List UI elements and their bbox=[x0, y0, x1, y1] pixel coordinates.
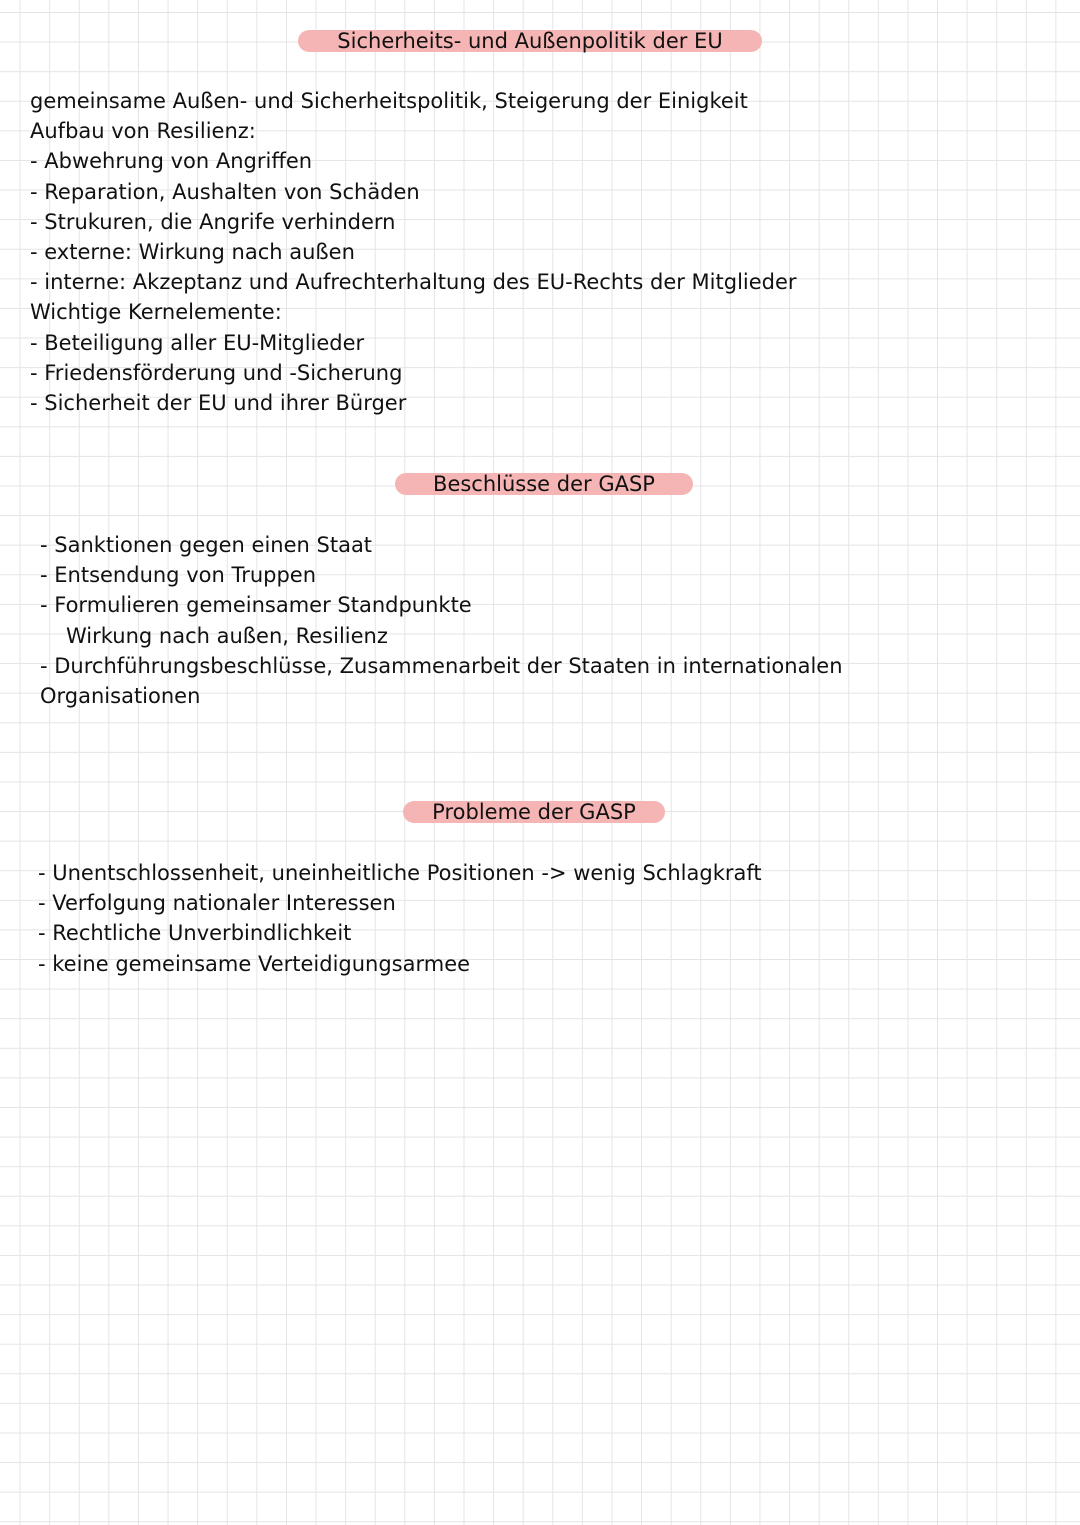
text-line: - Abwehrung von Angriffen bbox=[30, 149, 313, 174]
section-heading-decisions: Beschlüsse der GASP bbox=[395, 473, 693, 495]
text-line: - Sanktionen gegen einen Staat bbox=[40, 533, 373, 557]
text-line: - keine gemeinsame Verteidigungsarmee bbox=[38, 951, 471, 976]
text-line: - Entsendung von Truppen bbox=[40, 563, 317, 588]
text-line: - Verfolgung nationaler Interessen bbox=[38, 891, 396, 916]
text-line: - Rechtliche Unverbindlichkeit bbox=[38, 921, 352, 946]
text-line: Organisationen bbox=[40, 683, 201, 708]
text-line: - Beteiligung aller EU-Mitglieder bbox=[30, 330, 365, 355]
text-line: Wirkung nach außen, Resilienz bbox=[66, 623, 388, 648]
text-line: - Friedensförderung und -Sicherung bbox=[30, 360, 403, 385]
text-line: - interne: Akzeptanz und Aufrechterhaltung des EU-Rechts der Mitglieder bbox=[30, 270, 797, 295]
text-line: - Unentschlossenheit, uneinheitliche Positionen -> wenig Schlagkraft bbox=[38, 861, 762, 885]
text-line: - Formulieren gemeinsamer Standpunkte bbox=[40, 593, 472, 618]
section-body-problems bbox=[38, 858, 762, 979]
text-line: - Sicherheit der EU und ihrer Bürger bbox=[30, 390, 407, 415]
text-line: Wichtige Kernelemente: bbox=[30, 300, 282, 325]
text-line: gemeinsame Außen- und Sicherheitspolitik, Steigerung der Einigkeit bbox=[30, 89, 748, 113]
text-line: Aufbau von Resilienz: bbox=[30, 119, 256, 144]
section-heading-problems: Probleme der GASP bbox=[403, 801, 665, 823]
section-body-security-policy bbox=[30, 86, 797, 418]
section-heading-security-policy: Sicherheits- und Außenpolitik der EU bbox=[298, 30, 762, 52]
text-line: - Reparation, Aushalten von Schäden bbox=[30, 179, 420, 204]
text-line: - externe: Wirkung nach außen bbox=[30, 239, 355, 264]
text-line: - Strukuren, die Angrife verhindern bbox=[30, 209, 396, 234]
section-body-decisions bbox=[40, 530, 843, 711]
text-line: - Durchführungsbeschlüsse, Zusammenarbeit der Staaten in internationalen bbox=[40, 653, 843, 678]
